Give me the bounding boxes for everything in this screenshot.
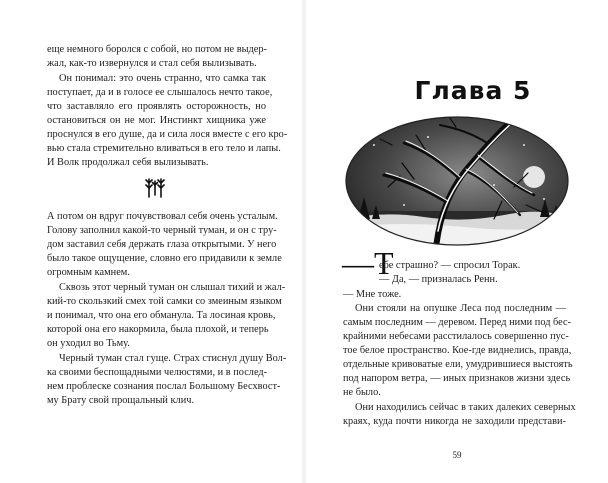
- text-line: остановиться он не мог. Инстинкт хищника уже: [47, 115, 266, 126]
- text-line: кий-то скользкий смех той самки со змеиным языком: [47, 296, 282, 307]
- text-line: нем проблеске сознания послал Большому Бесхвост-: [47, 381, 281, 392]
- text-line: еще немного боролся с собой, но потом не выдер-: [47, 44, 267, 55]
- text-line: поступает, да и в голосе ее слышалось нечто такое,: [47, 87, 273, 98]
- text-line: он уходил во Тьму.: [47, 338, 130, 349]
- text-line: Сквозь этот черный туман он слышал тихий и жал-: [59, 282, 286, 293]
- text-line: ка своими беспощадными челюстями, и в послед-: [47, 367, 268, 378]
- text-line: самым последним — деревом. Перед ними под бес-: [343, 317, 572, 328]
- text-line: краях, куда почти никогда не заходили представи-: [343, 416, 566, 427]
- drop-cap: —Т: [342, 245, 394, 281]
- winter-tree-illustration: [344, 115, 570, 247]
- text-line: Они находились сейчас в таких далеких северных: [355, 402, 576, 413]
- text-line: крайними небесами расстилалось совершенно пус-: [343, 331, 569, 342]
- text-line: жал, как-то извернулся и стал себя вылизывать.: [47, 58, 257, 69]
- text-line: Голову заполнил какой-то черный туман, и он с тру-: [47, 225, 277, 236]
- page-number: 59: [452, 450, 462, 460]
- text-line: тое белое пространство. Кое-где виднелись, правда,: [343, 345, 572, 356]
- text-line: Они стояли на опушке Леса под последним —: [355, 303, 566, 314]
- text-line: огромным камнем.: [47, 267, 130, 278]
- text-line: отдельные кривоватые ели, умудрившиеся выстоять: [343, 359, 573, 370]
- text-line: которой она его накормила, была плохой, и теперь: [47, 324, 269, 335]
- chapter-title: Глава 5: [414, 76, 532, 105]
- text-line: му Брату свой прощальный клич.: [47, 395, 195, 406]
- text-line: — Да, — призналась Ренн.: [379, 274, 498, 285]
- text-line: Он понимал: это очень странно, что самка так: [59, 73, 266, 84]
- right-page: [304, 0, 608, 483]
- text-line: И Волк продолжал себя вылизывать.: [47, 157, 209, 168]
- text-line: было такое ощущение, словно его придавили к земле: [47, 253, 282, 264]
- text-line: Черный туман стал гуще. Страх стиснул душу Вол-: [59, 353, 287, 364]
- text-line: не было.: [343, 387, 381, 398]
- text-line: А потом он вдруг почувствовал себя очень усталым.: [47, 211, 278, 222]
- rune-ornament-icon: [145, 178, 165, 198]
- text-line: вью стала стремительно вливаться в его тело и лапы.: [47, 143, 281, 154]
- text-line: ебе страшно? — спросил Торак.: [379, 260, 521, 271]
- text-line: под напором ветра, — иных признаков жизни здесь: [343, 373, 571, 384]
- text-line: что заставляло его проявлять осторожность, но: [47, 101, 266, 112]
- text-line: — Мне тоже.: [343, 289, 402, 300]
- text-line: и понимал, что она его обманула. Та лосиная кровь,: [47, 310, 276, 321]
- text-line: дом заставил себя держать глаза открытыми. У него: [47, 239, 277, 250]
- text-line: проснулся в его душе, да и сила лося вместе с его кро-: [47, 129, 288, 140]
